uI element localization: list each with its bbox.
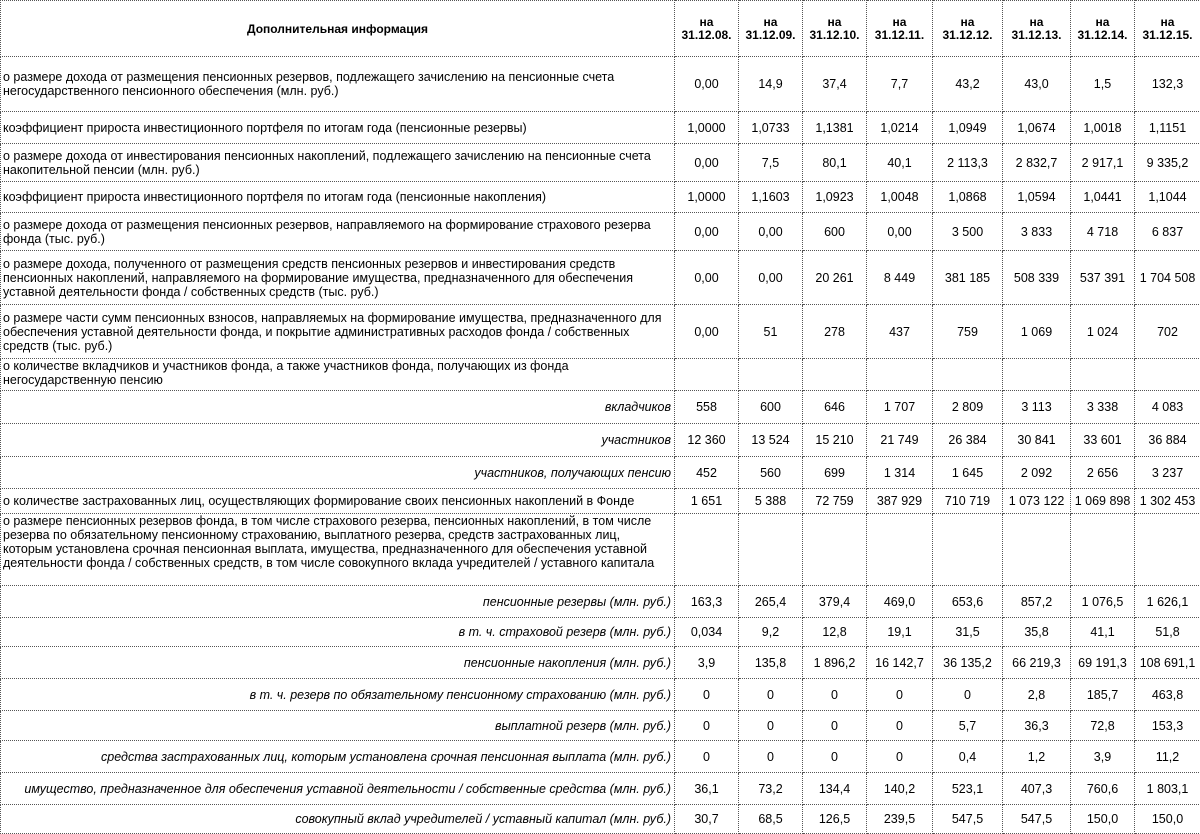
table-row [1, 391, 1200, 424]
value-cell: 36 884 [1135, 424, 1200, 457]
value-cell: 20 261 [803, 251, 867, 305]
date-header [1135, 1, 1200, 57]
value-cell [675, 514, 739, 586]
value-cell [803, 359, 867, 391]
value-cell: 558 [675, 391, 739, 424]
date-header-prefix: на [1073, 16, 1132, 29]
table-row [1, 424, 1200, 457]
value-cell: 40,1 [867, 144, 933, 182]
value-cell: 9,2 [739, 618, 803, 647]
value-cell: 16 142,7 [867, 647, 933, 679]
row-label: пенсионные накопления (млн. руб.) [1, 647, 675, 679]
value-cell: 108 691,1 [1135, 647, 1200, 679]
date-header [933, 1, 1003, 57]
value-cell: 3 338 [1071, 391, 1135, 424]
value-cell: 381 185 [933, 251, 1003, 305]
value-cell: 1,0000 [675, 112, 739, 144]
value-cell: 1 076,5 [1071, 586, 1135, 618]
value-cell: 2 113,3 [933, 144, 1003, 182]
value-cell: 1 896,2 [803, 647, 867, 679]
row-label: в т. ч. страховой резерв (млн. руб.) [1, 618, 675, 647]
value-cell: 150,0 [1071, 805, 1135, 834]
value-cell: 19,1 [867, 618, 933, 647]
value-cell [1071, 359, 1135, 391]
value-cell: 13 524 [739, 424, 803, 457]
value-cell: 0 [867, 679, 933, 711]
table-row [1, 305, 1200, 359]
row-label: о количестве вкладчиков и участников фонда, а также участников фонда, получающих из фонда негосударственную пенсию [1, 359, 675, 391]
date-header-prefix: на [1005, 16, 1068, 29]
value-cell: 1 645 [933, 457, 1003, 489]
row-label: участников, получающих пенсию [1, 457, 675, 489]
value-cell: 1,0923 [803, 182, 867, 213]
value-cell: 51,8 [1135, 618, 1200, 647]
value-cell: 132,3 [1135, 57, 1200, 112]
table-row [1, 586, 1200, 618]
row-label: совокупный вклад учредителей / уставный капитал (млн. руб.) [1, 805, 675, 834]
value-cell: 72 759 [803, 489, 867, 514]
date-header [803, 1, 867, 57]
value-cell: 0,00 [675, 251, 739, 305]
value-cell: 2 809 [933, 391, 1003, 424]
value-cell: 3,9 [675, 647, 739, 679]
value-cell [1003, 514, 1071, 586]
header-row [1, 1, 1200, 57]
value-cell: 1 707 [867, 391, 933, 424]
value-cell: 1,0018 [1071, 112, 1135, 144]
value-cell: 1,0868 [933, 182, 1003, 213]
value-cell: 463,8 [1135, 679, 1200, 711]
value-cell: 1,0949 [933, 112, 1003, 144]
row-label: о размере дохода от размещения пенсионных резервов, подлежащего зачислению на пенсионные счета негосударственного пенсионного обеспечения (млн. руб.) [1, 57, 675, 112]
row-label: имущество, предназначенное для обеспечения уставной деятельности / собственные средства (млн. руб.) [1, 773, 675, 805]
value-cell: 0,00 [675, 57, 739, 112]
value-cell: 452 [675, 457, 739, 489]
value-cell: 3 500 [933, 213, 1003, 251]
value-cell: 653,6 [933, 586, 1003, 618]
value-cell: 26 384 [933, 424, 1003, 457]
info-header: Дополнительная информация [1, 1, 675, 57]
value-cell: 3,9 [1071, 741, 1135, 773]
value-cell: 0,00 [739, 213, 803, 251]
value-cell: 31,5 [933, 618, 1003, 647]
value-cell: 1 073 122 [1003, 489, 1071, 514]
value-cell: 11,2 [1135, 741, 1200, 773]
value-cell: 1,0214 [867, 112, 933, 144]
value-cell: 547,5 [1003, 805, 1071, 834]
value-cell: 547,5 [933, 805, 1003, 834]
table-row [1, 112, 1200, 144]
value-cell: 2,8 [1003, 679, 1071, 711]
value-cell: 135,8 [739, 647, 803, 679]
value-cell [1135, 514, 1200, 586]
value-cell: 0 [739, 711, 803, 741]
value-cell: 0 [803, 679, 867, 711]
table-row [1, 679, 1200, 711]
value-cell: 7,7 [867, 57, 933, 112]
table-row [1, 359, 1200, 391]
value-cell [933, 359, 1003, 391]
value-cell: 1 803,1 [1135, 773, 1200, 805]
value-cell: 12,8 [803, 618, 867, 647]
value-cell: 3 237 [1135, 457, 1200, 489]
value-cell: 239,5 [867, 805, 933, 834]
value-cell: 150,0 [1135, 805, 1200, 834]
value-cell: 5 388 [739, 489, 803, 514]
value-cell: 646 [803, 391, 867, 424]
value-cell: 9 335,2 [1135, 144, 1200, 182]
value-cell: 0 [739, 679, 803, 711]
value-cell: 469,0 [867, 586, 933, 618]
value-cell: 3 113 [1003, 391, 1071, 424]
value-cell: 2 917,1 [1071, 144, 1135, 182]
date-header-date: 31.12.14. [1073, 29, 1132, 42]
value-cell: 80,1 [803, 144, 867, 182]
date-header-date: 31.12.08. [677, 29, 736, 42]
row-label: коэффициент прироста инвестиционного портфеля по итогам года (пенсионные накопления) [1, 182, 675, 213]
value-cell: 437 [867, 305, 933, 359]
value-cell: 21 749 [867, 424, 933, 457]
value-cell: 15 210 [803, 424, 867, 457]
value-cell: 1,1381 [803, 112, 867, 144]
value-cell: 2 656 [1071, 457, 1135, 489]
date-header-date: 31.12.15. [1137, 29, 1198, 42]
value-cell: 12 360 [675, 424, 739, 457]
value-cell: 0,00 [867, 213, 933, 251]
value-cell: 30,7 [675, 805, 739, 834]
value-cell: 0,00 [675, 213, 739, 251]
value-cell [675, 359, 739, 391]
value-cell: 760,6 [1071, 773, 1135, 805]
value-cell: 1,0000 [675, 182, 739, 213]
value-cell: 699 [803, 457, 867, 489]
table-row [1, 57, 1200, 112]
row-label: выплатной резерв (млн. руб.) [1, 711, 675, 741]
value-cell: 1 626,1 [1135, 586, 1200, 618]
row-label: о размере дохода от размещения пенсионных резервов, направляемого на формирование страхового резерва фонда (тыс. руб.) [1, 213, 675, 251]
value-cell: 0 [867, 711, 933, 741]
value-cell: 1,0594 [1003, 182, 1071, 213]
value-cell: 0,00 [675, 305, 739, 359]
value-cell [1003, 359, 1071, 391]
value-cell: 4 718 [1071, 213, 1135, 251]
date-header-date: 31.12.10. [805, 29, 864, 42]
date-header [1071, 1, 1135, 57]
table-row [1, 182, 1200, 213]
row-label: о размере дохода от инвестирования пенсионных накоплений, подлежащего зачислению на пенсионные счета накопительной пенсии (млн. руб.) [1, 144, 675, 182]
value-cell: 1 302 453 [1135, 489, 1200, 514]
row-label: о количестве застрахованных лиц, осуществляющих формирование своих пенсионных накоплений в Фонде [1, 489, 675, 514]
value-cell: 33 601 [1071, 424, 1135, 457]
value-cell: 1 069 [1003, 305, 1071, 359]
value-cell: 2 832,7 [1003, 144, 1071, 182]
row-label: в т. ч. резерв по обязательному пенсионному страхованию (млн. руб.) [1, 679, 675, 711]
value-cell: 36,1 [675, 773, 739, 805]
table-row [1, 741, 1200, 773]
value-cell: 0 [739, 741, 803, 773]
value-cell [1071, 514, 1135, 586]
value-cell: 560 [739, 457, 803, 489]
value-cell: 387 929 [867, 489, 933, 514]
table-row [1, 711, 1200, 741]
date-header-date: 31.12.11. [869, 29, 930, 42]
value-cell: 523,1 [933, 773, 1003, 805]
value-cell: 508 339 [1003, 251, 1071, 305]
value-cell [867, 514, 933, 586]
table-row [1, 647, 1200, 679]
value-cell: 0 [803, 711, 867, 741]
date-header [867, 1, 933, 57]
date-header-date: 31.12.13. [1005, 29, 1068, 42]
value-cell: 1 314 [867, 457, 933, 489]
value-cell [933, 514, 1003, 586]
table-row [1, 514, 1200, 586]
value-cell: 14,9 [739, 57, 803, 112]
value-cell: 1,5 [1071, 57, 1135, 112]
row-label: участников [1, 424, 675, 457]
date-header-prefix: на [935, 16, 1000, 29]
value-cell: 1,1151 [1135, 112, 1200, 144]
date-header-prefix: на [805, 16, 864, 29]
date-header-prefix: на [677, 16, 736, 29]
value-cell: 163,3 [675, 586, 739, 618]
date-header-date: 31.12.12. [935, 29, 1000, 42]
value-cell: 1 024 [1071, 305, 1135, 359]
value-cell: 73,2 [739, 773, 803, 805]
value-cell: 126,5 [803, 805, 867, 834]
value-cell: 0 [675, 741, 739, 773]
value-cell [867, 359, 933, 391]
value-cell: 7,5 [739, 144, 803, 182]
value-cell: 0 [867, 741, 933, 773]
value-cell: 68,5 [739, 805, 803, 834]
value-cell: 0,034 [675, 618, 739, 647]
value-cell: 857,2 [1003, 586, 1071, 618]
value-cell: 140,2 [867, 773, 933, 805]
date-header-prefix: на [741, 16, 800, 29]
value-cell: 3 833 [1003, 213, 1071, 251]
value-cell: 2 092 [1003, 457, 1071, 489]
value-cell: 1 069 898 [1071, 489, 1135, 514]
value-cell: 134,4 [803, 773, 867, 805]
value-cell: 5,7 [933, 711, 1003, 741]
value-cell: 36,3 [1003, 711, 1071, 741]
table-row [1, 489, 1200, 514]
value-cell: 1,2 [1003, 741, 1071, 773]
value-cell: 1,0674 [1003, 112, 1071, 144]
value-cell: 0,00 [739, 251, 803, 305]
table-row [1, 457, 1200, 489]
value-cell: 43,2 [933, 57, 1003, 112]
value-cell [739, 359, 803, 391]
table-row [1, 144, 1200, 182]
row-label: о размере части сумм пенсионных взносов, направляемых на формирование имущества, предназначенного для обеспечения уставной деятельности фонда, и покрытие административных расходов фонда / собственных средств (тыс. руб.) [1, 305, 675, 359]
date-header-prefix: на [1137, 16, 1198, 29]
value-cell [739, 514, 803, 586]
value-cell: 537 391 [1071, 251, 1135, 305]
value-cell: 30 841 [1003, 424, 1071, 457]
row-label: о размере дохода, полученного от размещения средств пенсионных резервов и инвестирования средств пенсионных накоплений, направляемого на формирование имущества, предназначенного для обеспечения уставной деятельности фонда / собственных средств (тыс. руб.) [1, 251, 675, 305]
row-label: пенсионные резервы (млн. руб.) [1, 586, 675, 618]
date-header-date: 31.12.09. [741, 29, 800, 42]
value-cell: 278 [803, 305, 867, 359]
value-cell: 1 704 508 [1135, 251, 1200, 305]
value-cell [803, 514, 867, 586]
value-cell: 0,4 [933, 741, 1003, 773]
value-cell: 36 135,2 [933, 647, 1003, 679]
value-cell: 185,7 [1071, 679, 1135, 711]
value-cell: 600 [739, 391, 803, 424]
value-cell: 265,4 [739, 586, 803, 618]
value-cell: 702 [1135, 305, 1200, 359]
value-cell: 1,0441 [1071, 182, 1135, 213]
table-row [1, 251, 1200, 305]
value-cell: 8 449 [867, 251, 933, 305]
row-label: средства застрахованных лиц, которым установлена срочная пенсионная выплата (млн. руб.) [1, 741, 675, 773]
value-cell: 35,8 [1003, 618, 1071, 647]
row-label: коэффициент прироста инвестиционного портфеля по итогам года (пенсионные резервы) [1, 112, 675, 144]
value-cell: 710 719 [933, 489, 1003, 514]
value-cell: 1,1603 [739, 182, 803, 213]
value-cell: 51 [739, 305, 803, 359]
value-cell: 72,8 [1071, 711, 1135, 741]
value-cell: 407,3 [1003, 773, 1071, 805]
date-header-prefix: на [869, 16, 930, 29]
value-cell: 600 [803, 213, 867, 251]
value-cell: 0,00 [675, 144, 739, 182]
table-row [1, 213, 1200, 251]
table-row [1, 773, 1200, 805]
table-row [1, 805, 1200, 834]
value-cell: 37,4 [803, 57, 867, 112]
value-cell: 153,3 [1135, 711, 1200, 741]
value-cell: 66 219,3 [1003, 647, 1071, 679]
value-cell: 1,1044 [1135, 182, 1200, 213]
value-cell: 43,0 [1003, 57, 1071, 112]
value-cell: 0 [803, 741, 867, 773]
value-cell: 6 837 [1135, 213, 1200, 251]
value-cell: 379,4 [803, 586, 867, 618]
date-header [675, 1, 739, 57]
row-label: о размере пенсионных резервов фонда, в том числе страхового резерва, пенсионных накоплений, в том числе резерва по обязательному пенсионному страхованию, выплатного резерва, средств застрахованных лиц, которым установлена срочная пенсионная выплата, имущества, предназначенного для обеспечения уставной деятельности фонда / собственных средств, в том числе совокупного вклада учредителей / уставного капитала [1, 514, 675, 586]
row-label: вкладчиков [1, 391, 675, 424]
table-row [1, 618, 1200, 647]
value-cell: 0 [675, 711, 739, 741]
value-cell: 0 [675, 679, 739, 711]
value-cell: 4 083 [1135, 391, 1200, 424]
date-header [739, 1, 803, 57]
value-cell: 1,0048 [867, 182, 933, 213]
value-cell [1135, 359, 1200, 391]
date-header [1003, 1, 1071, 57]
value-cell: 0 [933, 679, 1003, 711]
value-cell: 1 651 [675, 489, 739, 514]
value-cell: 41,1 [1071, 618, 1135, 647]
value-cell: 1,0733 [739, 112, 803, 144]
value-cell: 759 [933, 305, 1003, 359]
value-cell: 69 191,3 [1071, 647, 1135, 679]
